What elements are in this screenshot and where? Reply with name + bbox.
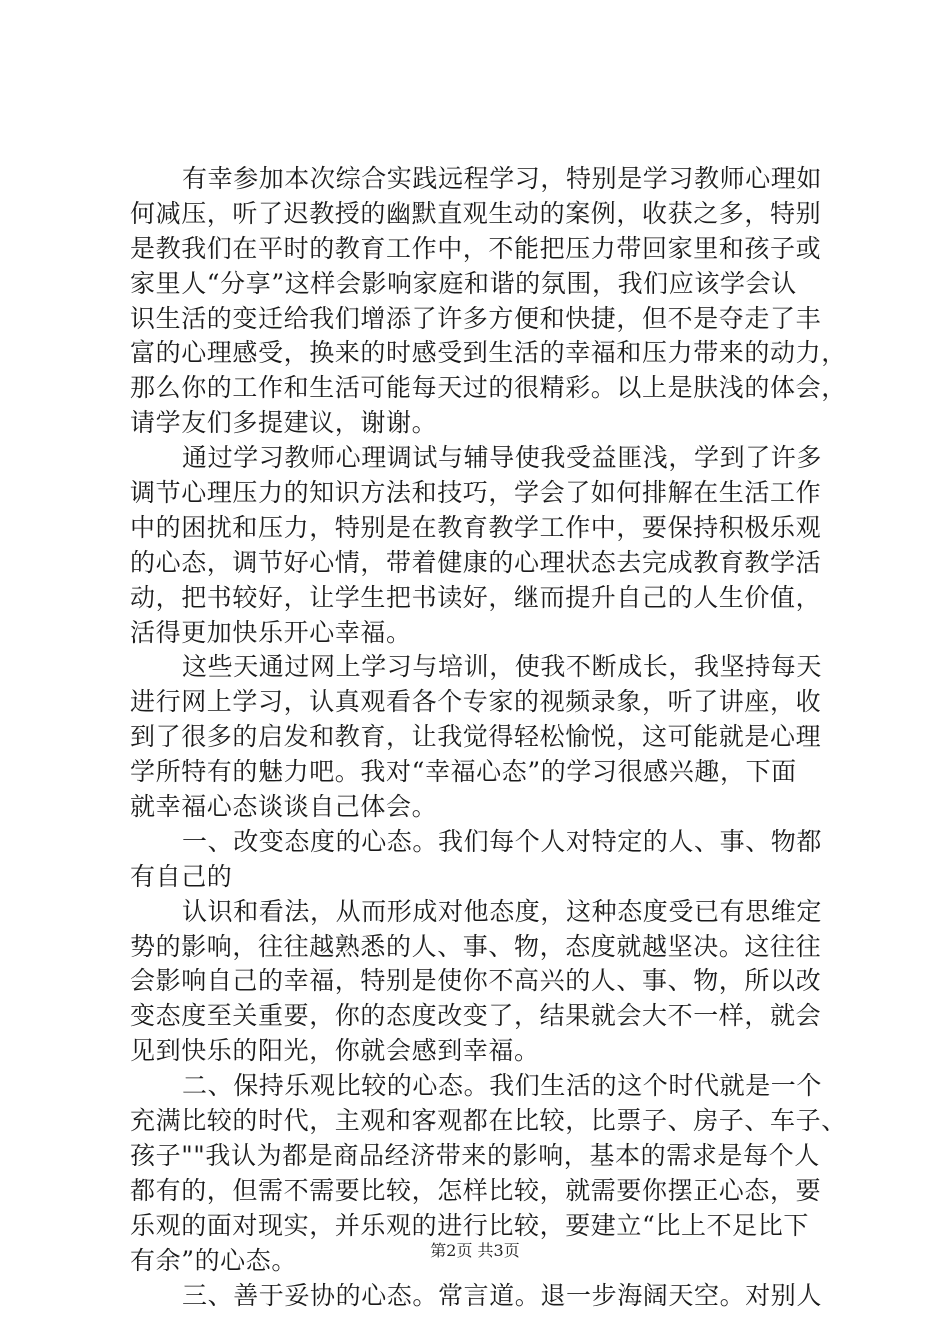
text-line: 认识和看法，从而形成对他态度，这种态度受已有思维定: [182, 896, 823, 926]
text-line: 调节心理压力的知识方法和技巧，学会了如何排解在生活工作: [130, 478, 822, 508]
text-line: 有自己的: [130, 861, 233, 891]
page-footer: 第2页 共3页: [430, 1241, 520, 1260]
text-line: 是教我们在平时的教育工作中，不能把压力带回家里和孩子或: [130, 233, 822, 263]
text-line: 变态度至关重要，你的态度改变了，结果就会大不一样，就会: [130, 1001, 822, 1031]
text-line: 进行网上学习，认真观看各个专家的视频录象，听了讲座，收: [130, 687, 822, 717]
text-line: 三、善于妥协的心态。常言道。退一步海阔天空。对别人: [182, 1280, 823, 1310]
text-line: 那么你的工作和生活可能每天过的很精彩。以上是肤浅的体会，: [130, 373, 847, 403]
text-line: 充满比较的时代，主观和客观都在比较，比票子、房子、车子、: [130, 1106, 847, 1136]
text-line: 的心态，调节好心情，带着健康的心理状态去完成教育教学活: [130, 547, 822, 577]
text-line: 何减压，听了迟教授的幽默直观生动的案例，收获之多，特别: [130, 198, 822, 228]
text-line: 势的影响，往往越熟悉的人、事、物，态度就越坚决。这往往: [130, 931, 822, 961]
text-line: 中的困扰和压力，特别是在教育教学工作中，要保持积极乐观: [130, 512, 822, 542]
document-body: [130, 162, 847, 1313]
text-line: 活得更加快乐开心幸福。: [130, 617, 412, 647]
text-line: 乐观的面对现实，并乐观的进行比较，要建立“比上不足比下: [130, 1210, 809, 1240]
text-line: 有余”的心态。: [130, 1245, 297, 1275]
text-line: 这些天通过网上学习与培训，使我不断成长，我坚持每天: [182, 652, 823, 682]
text-line: 有幸参加本次综合实践远程学习，特别是学习教师心理如: [182, 164, 823, 193]
text-line: 家里人“分享”这样会影响家庭和谐的氛围，我们应该学会认: [130, 268, 797, 298]
text-line: 二、保持乐观比较的心态。我们生活的这个时代就是一个: [182, 1071, 823, 1101]
text-line: 请学友们多提建议，谢谢。: [130, 408, 438, 438]
text-line: 都有的，但需不需要比较，怎样比较，就需要你摆正心态，要: [130, 1175, 822, 1205]
text-line: 孩子""我认为都是商品经济带来的影响，基本的需求是每个人: [130, 1140, 820, 1170]
text-line: 见到快乐的阳光，你就会感到幸福。: [130, 1036, 540, 1066]
text-line: 富的心理感受，换来的时感受到生活的幸福和压力带来的动力，: [130, 338, 847, 368]
text-line: 识生活的变迁给我们增添了许多方便和快捷，但不是夺走了丰: [130, 303, 822, 333]
text-line: 到了很多的启发和教育，让我觉得轻松愉悦，这可能就是心理: [130, 722, 822, 752]
text-line: 一、改变态度的心态。我们每个人对特定的人、事、物都: [182, 826, 823, 856]
text-line: 会影响自己的幸福，特别是使你不高兴的人、事、物，所以改: [130, 966, 822, 996]
text-line: 通过学习教师心理调试与辅导使我受益匪浅，学到了许多: [182, 443, 823, 473]
text-line: 学所特有的魅力吧。我对“幸福心态”的学习很感兴趣，下面: [130, 757, 797, 787]
text-line: 动，把书较好，让学生把书读好，继而提升自己的人生价值，: [130, 582, 822, 612]
text-line: 就幸福心态谈谈自己体会。: [130, 792, 438, 822]
